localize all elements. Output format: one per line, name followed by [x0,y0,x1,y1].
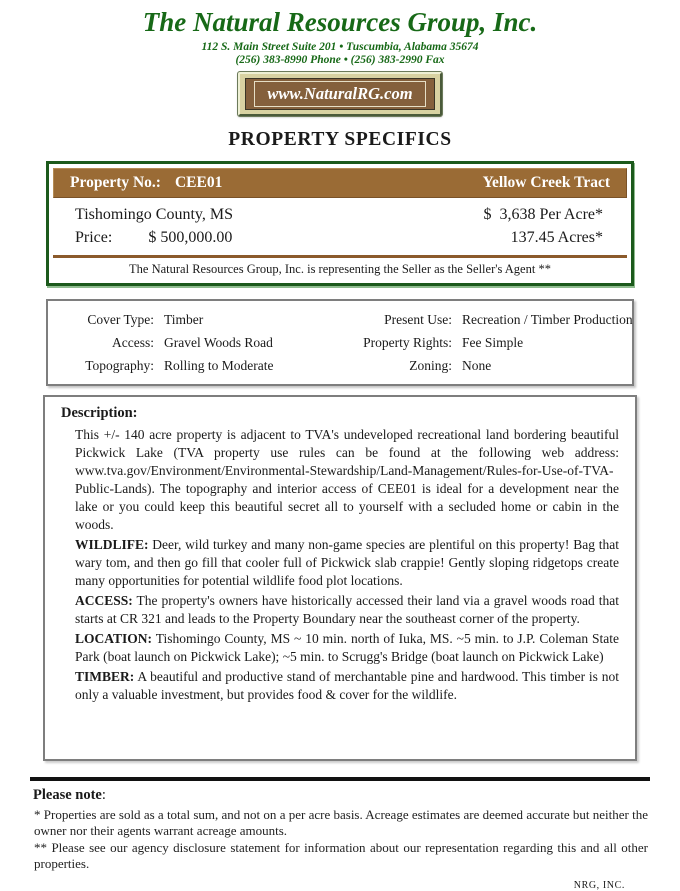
description-text: The property's owners have historically accessed their land via a gravel woods road that starts at CR 321 and leads to the Property Boundary near the southeast corner of the property. [75,593,619,626]
county-value: Tishomingo County, MS [75,206,233,223]
website-badge-inner [245,78,434,110]
description-section-label: WILDLIFE: [75,537,149,552]
details-label: Topography: [85,358,154,373]
description-text: Tishomingo County, MS ~ 10 min. north of Iuka, MS. ~5 min. to J.P. Coleman State Park (boat launch on Pickwick Lake); ~5 min. to Scrugg's Bridge (boat launch on Pickwick Lake) [75,631,619,664]
property-no-value: CEE01 [174,174,223,191]
description-text: A beautiful and productive stand of merchantable pine and hardwood. This timber is not only a valuable investment, but provides food & cover for the wildlife. [75,669,619,702]
details-row [58,331,620,354]
details-value: Timber [164,312,204,327]
footer-notes [0,807,680,871]
company-phone-fax: (256) 383-8990 Phone • (256) 383-2990 Fax [235,54,445,66]
agent-representation-note: The Natural Resources Group, Inc. is representing the Seller as the Seller's Agent ** [129,262,551,276]
property-details-rows [58,308,633,377]
please-note-label: Please note [33,787,102,803]
details-label: Present Use: [384,312,452,327]
footer-divider [30,777,650,781]
property-summary-table [46,161,634,286]
website-badge[interactable] [238,72,441,116]
property-table-body [53,198,627,249]
county-row [75,204,605,227]
description-section-label: LOCATION: [75,631,153,646]
price-cell [75,227,232,250]
property-no-label: Property No.: [70,174,161,191]
website-badge-container [0,72,680,116]
description-section-label: TIMBER: [75,669,135,684]
acres-value: 137.45 Acres* [510,228,603,246]
details-value: Recreation / Timber Production [462,312,633,327]
price-row [75,227,605,250]
details-label: Zoning: [409,358,452,373]
price-value: $ 500,000.00 [148,228,233,246]
property-no [70,174,222,192]
description-box [43,395,637,761]
description-body [61,426,619,704]
property-details-box [46,299,634,386]
details-row [58,308,633,331]
details-label: Property Rights: [363,335,452,350]
details-label: Access: [112,335,154,350]
description-paragraph [75,592,619,628]
company-name: The Natural Resources Group, Inc. [142,7,538,37]
per-acre-value: $ 3,638 Per Acre* [483,206,603,223]
property-table-header [53,168,627,198]
description-paragraph [75,668,619,704]
signature: NRG, INC. [573,880,625,891]
price-label: Price: [75,228,113,246]
description-section-label: ACCESS: [75,593,133,608]
description-paragraph [75,426,619,534]
details-label: Cover Type: [87,312,154,327]
website-link[interactable]: www.NaturalRG.com [254,81,425,107]
details-value: Fee Simple [462,335,524,350]
description-text: This +/- 140 acre property is adjacent to TVA's undeveloped recreational land bordering beautiful Pickwick Lake (TVA property use rules can be found at the following web address: www.tva.gov/Environment/Environmental-Stewardship/Land-Management/Rules-for-Use-of-TVA-Public-Lands). The topography and interior access of CEE01 is ideal for a development near the lake or you could keep this beautiful secret all to yourself with a secluded home or cabin in the woods. [75,427,619,532]
please-note-heading [33,786,680,805]
description-paragraph [75,536,619,590]
details-row [58,354,620,377]
description-paragraph [75,630,619,666]
page-title: PROPERTY SPECIFICS [228,129,452,150]
details-value: Rolling to Moderate [164,358,274,373]
description-text: Deer, wild turkey and many non-game species are plentiful on this property! Bag that wary tom, and then go fill that cooler full of Pickwick slab crappie! Gently sloping ridgetops create many opportunities for potential wildlife food plot locations. [75,537,619,588]
company-address: 112 S. Main Street Suite 201 • Tuscumbia, Alabama 35674 [201,41,479,53]
tract-name: Yellow Creek Tract [482,174,610,191]
please-note-colon: : [101,787,106,803]
details-value: None [462,358,492,373]
footer-note: * Properties are sold as a total sum, and not on a per acre basis. Acreage estimates are deemed accurate but neither the owner nor their agents warrant acreage amounts. [34,807,648,838]
description-heading: Description: [61,405,138,421]
footer-note: ** Please see our agency disclosure statement for information about our representation regarding this and all other properties. [34,840,648,871]
details-value: Gravel Woods Road [164,335,273,350]
